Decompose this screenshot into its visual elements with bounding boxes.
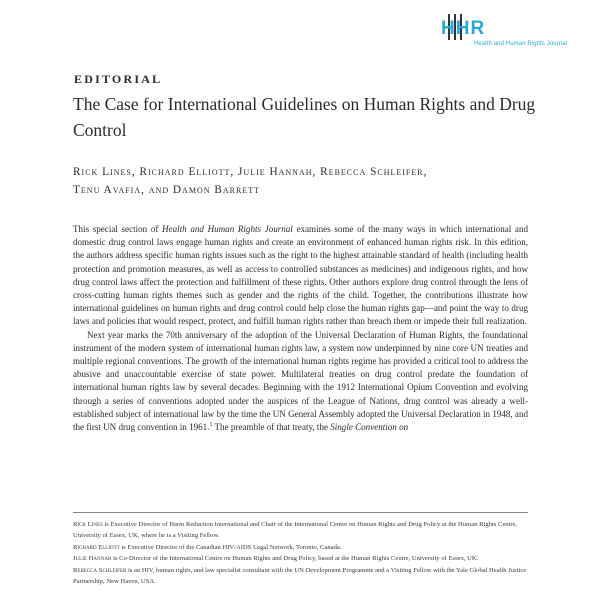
note-text: is Executive Director of the Canadian HIV/AIDS Legal Network, Toronto, Canada. xyxy=(119,543,342,551)
article-title: The Case for International Guidelines on Human Rights and Drug Control xyxy=(73,94,536,140)
article-body xyxy=(73,223,528,434)
authors-line-2: Tenu Avafia, and Damon Barrett xyxy=(73,184,260,196)
body-paragraph xyxy=(73,223,528,329)
text-run: This special section of xyxy=(73,224,163,234)
author-note xyxy=(73,554,528,565)
note-name: Richard Elliott xyxy=(73,543,120,551)
footnote-ref[interactable]: 1 xyxy=(209,422,213,429)
body-paragraph xyxy=(73,329,528,435)
text-run: examines some of the many ways in which international and domestic drug control laws engage human rights and create an environment of enhanced human rights risk. In this edition, the authors address specific human rights issues such as the right to the highest attainable standard of health (including health protection and promotion measures, as well as access to controlled substances as medicines) and indigenous rights, and how drug control laws affect the protection and fulfillment of these rights. Other authors explore drug control through the lens of cross-cutting human rights themes such as gender and the rights of the child. Together, the contributions illustrate how international guidelines on human rights and drug control could help close the human rights gap—and point the way to drug laws and policies that would respect, protect, and fulfill human rights rather than breach them or impede their full realization. xyxy=(73,224,528,327)
treaty-name: Single Convention on xyxy=(330,422,409,433)
journal-name: Health and Human Rights Journal xyxy=(162,224,293,234)
note-text: is Executive Director of Harm Reduction International and Chair of the International Centre on Human Rights and Drug Policy at the Human Rights Centre, University of Essex, UK, where he is a Visiting Fellow. xyxy=(73,521,518,539)
text-run: Next year marks the 70th anniversary of the adoption of the Universal Declaration of Human Rights, the foundational instrument of the modern system of international human rights law, a system now underpinned by nine core UN treaties and multiple regional conventions. The growth of the international human rights regime has provided a critical tool to address the abusive and unaccountable exercise of state power. Multilateral treaties on drug control predate the foundation of international human rights law by several decades. Beginning with the 1912 International Opium Convention and evolving through a series of conventions adopted under the auspices of the League of Nations, drug control was already a well-established subject of international law by the time the UN General Assembly adopted the Universal Declaration in 1948, and the first UN drug convention in 1961. xyxy=(73,329,528,433)
author-notes xyxy=(73,520,528,589)
authors-line-1: Rick Lines, Richard Elliott, Julie Hannah, Rebecca Schleifer, xyxy=(73,166,428,178)
author-note xyxy=(73,520,528,542)
text-run: The preamble of that treaty, the xyxy=(212,422,331,433)
note-name: Rick Lines xyxy=(73,521,103,528)
logo-subtitle: Health and Human Rights Journal xyxy=(474,41,568,47)
journal-logo xyxy=(441,14,591,54)
section-label: EDITORIAL xyxy=(74,72,163,86)
note-name: Julie Hannah xyxy=(73,555,112,563)
logo-mark: HHR xyxy=(441,18,486,39)
author-note xyxy=(73,566,528,588)
note-name: Rebecca Schleifer xyxy=(73,567,127,575)
note-text: is an HIV, human rights, and law specialist consultant with the UN Development Programme and a Visiting Fellow with the Yale Global Health Justice Partnership, New Haven, USA. xyxy=(73,567,527,585)
footnote-divider xyxy=(73,512,528,513)
author-list xyxy=(73,163,543,199)
author-note xyxy=(73,543,528,554)
note-text: is Co-Director of the International Centre on Human Rights and Drug Policy, based at the Human Rights Centre, University of Essex, UK. xyxy=(111,555,479,563)
